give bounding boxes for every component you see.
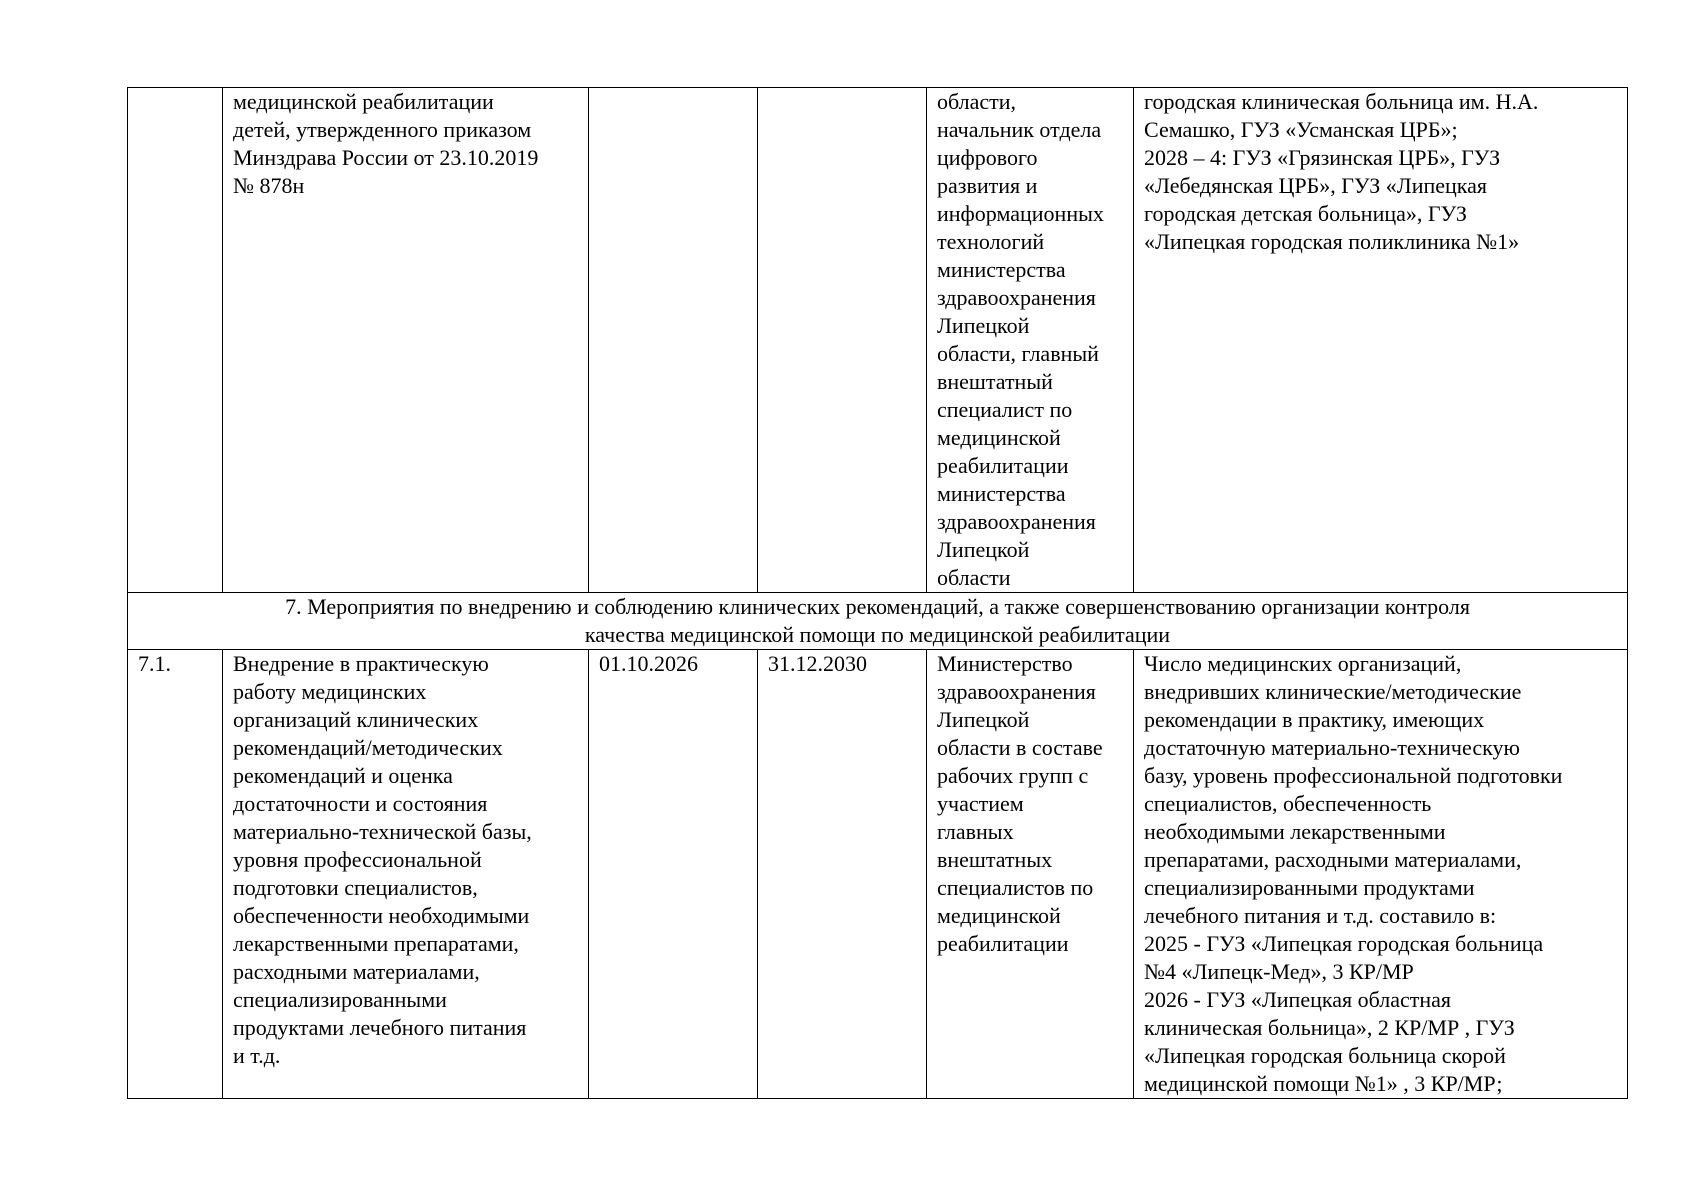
responsible-cell: области, начальник отдела цифрового развития и информационных технологий министерства здравоохранения Липецкой области, главный внештатный специалист по медицинской реабилитации министерства здравоохранения Липецкой области — [927, 88, 1134, 593]
activity-cell: Внедрение в практическую работу медицинских организаций клинических рекомендаций/методических рекомендаций и оценка достаточности и состояния материально-технической базы, уровня профессиональной подготовки специалистов, обеспеченности необходимыми лекарственными препаратами, расходными материалами, специализированными продуктами лечебного питания и т.д. — [223, 650, 589, 1099]
row-number-cell: 7.1. — [128, 650, 223, 1099]
responsible-cell: Министерство здравоохранения Липецкой области в составе рабочих групп с участием главных внештатных специалистов по медицинской реабилитации — [927, 650, 1134, 1099]
activity-cell: медицинской реабилитации детей, утвержденного приказом Минздрава России от 23.10.2019 № 878н — [223, 88, 589, 593]
start-date-cell — [589, 88, 758, 593]
end-date-cell: 31.12.2030 — [758, 650, 927, 1099]
table-row — [128, 650, 1628, 1099]
section-heading-row — [128, 593, 1628, 650]
table-row — [128, 88, 1628, 593]
result-cell: городская клиническая больница им. Н.А. Семашко, ГУЗ «Усманская ЦРБ»; 2028 – 4: ГУЗ «Грязинская ЦРБ», ГУЗ «Лебедянская ЦРБ», ГУЗ «Липецкая городская детская больница», ГУЗ «Липецкая городская поликлиника №1» — [1134, 88, 1628, 593]
row-number-cell — [128, 88, 223, 593]
result-cell: Число медицинских организаций, внедривших клинические/методические рекомендации в практику, имеющих достаточную материально-техническую базу, уровень профессиональной подготовки специалистов, обеспеченность необходимыми лекарственными препаратами, расходными материалами, специализированными продуктами лечебного питания и т.д. составило в: 2025 - ГУЗ «Липецкая городская больница №4 «Липецк-Мед», 3 КР/МР 2026 - ГУЗ «Липецкая областная клиническая больница», 2 КР/МР , ГУЗ «Липецкая городская больница скорой медицинской помощи №1» , 3 КР/МР; — [1134, 650, 1628, 1099]
end-date-cell — [758, 88, 927, 593]
measures-table — [127, 87, 1628, 1099]
start-date-cell: 01.10.2026 — [589, 650, 758, 1099]
section-heading: 7. Мероприятия по внедрению и соблюдению клинических рекомендаций, а также совершенствованию организации контроля качества медицинской помощи по медицинской реабилитации — [128, 593, 1628, 650]
